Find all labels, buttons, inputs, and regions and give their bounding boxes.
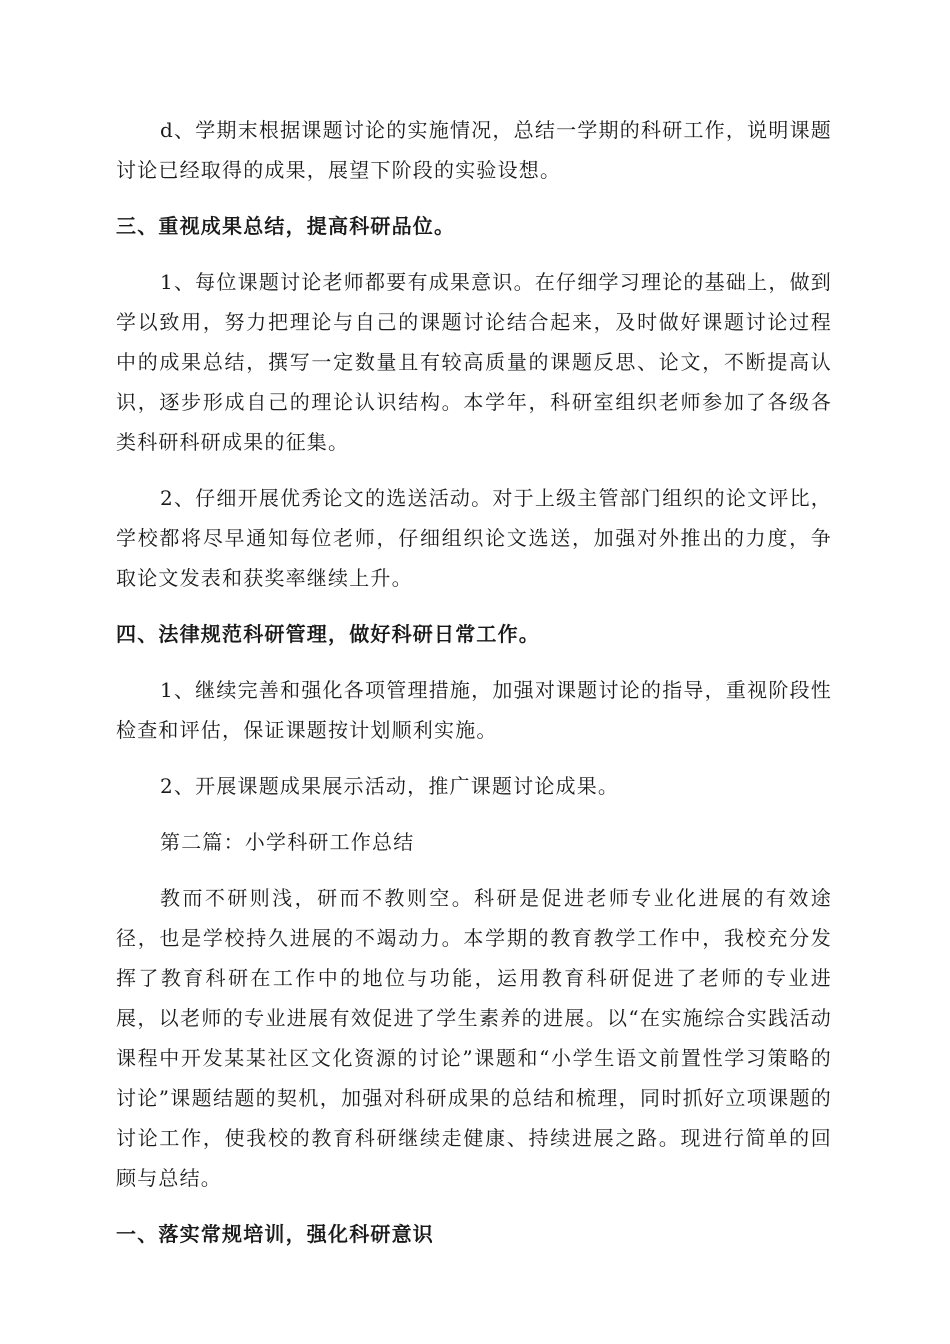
heading-section-three: 三、重视成果总结，提高科研品位。 (116, 214, 456, 238)
paragraph-management-measures: 1、继续完善和强化各项管理措施，加强对课题讨论的指导，重视阶段性检查和评估，保证课题按计划顺利实施。 (116, 678, 832, 742)
paragraph-results-showcase: 2、开展课题成果展示活动，推广课题讨论成果。 (160, 774, 620, 798)
paragraph-second-article-title: 第二篇：小学科研工作总结 (160, 830, 415, 854)
paragraph-second-article-intro: 教而不研则浅，研而不教则空。科研是促进老师专业化进展的有效途径，也是学校持久进展的不竭动力。本学期的教育教学工作中，我校充分发挥了教育科研在工作中的地位与功能，运用教育科研促进了老师的专业进展，以老师的专业进展有效促进了学生素养的进展。以“在实施综合实践活动课程中开发某某社区文化资源的讨论”课题和“小学生语文前置性学习策略的讨论”课题结题的契机，加强对科研成果的总结和梳理，同时抓好立项课题的讨论工作，使我校的教育科研继续走健康、持续进展之路。现进行简单的回顾与总结。 (116, 886, 832, 1190)
document-page (116, 110, 832, 1270)
paragraph-d-semester-summary: d、学期末根据课题讨论的实施情况，总结一学期的科研工作，说明课题讨论已经取得的成果，展望下阶段的实验设想。 (116, 118, 832, 182)
paragraph-achievement-awareness: 1、每位课题讨论老师都要有成果意识。在仔细学习理论的基础上，做到学以致用，努力把理论与自己的课题讨论结合起来，及时做好课题讨论过程中的成果总结，撰写一定数量且有较高质量的课题反思、论文，不断提高认识，逐步形成自己的理论认识结构。本学年，科研室组织老师参加了各级各类科研科研成果的征集。 (116, 270, 832, 454)
heading-section-four: 四、法律规范科研管理，做好科研日常工作。 (116, 622, 540, 646)
paragraph-paper-selection: 2、仔细开展优秀论文的选送活动。对于上级主管部门组织的论文评比，学校都将尽早通知每位老师，仔细组织论文选送，加强对外推出的力度，争取论文发表和获奖率继续上升。 (116, 486, 832, 590)
heading-section-one: 一、落实常规培训，强化科研意识 (116, 1222, 434, 1246)
